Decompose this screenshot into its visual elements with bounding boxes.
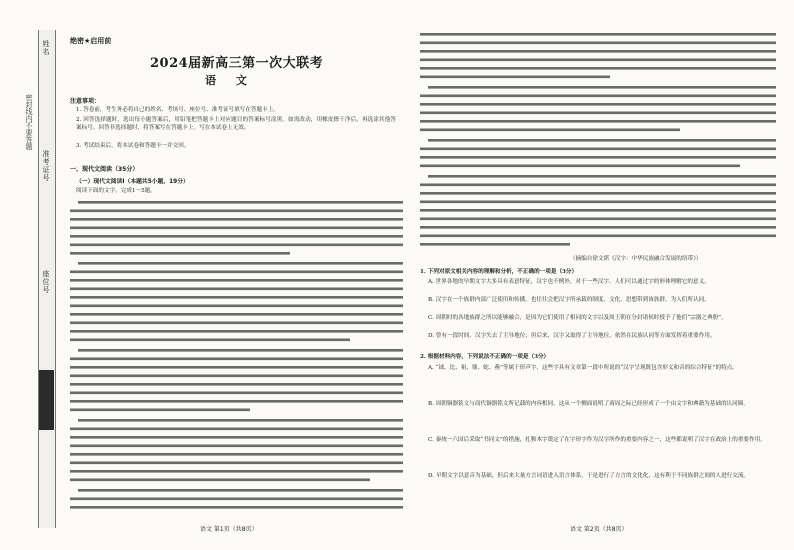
reading-text-block — [70, 198, 405, 516]
q2-option-b[interactable]: B. 周朝铜器铭文与商代铜器铭文所记载的内容相同，这从一个侧面说明了商周之际已经形成了一个由文字和典籍为基础的认同圈。 — [428, 401, 749, 407]
question-2: 2. 根据材料内容，下列说法不正确的一项是（3分） — [420, 354, 550, 360]
notice-2: 2. 回答选择题时，选出每小题答案后，用铅笔把答题卡上对应题目的答案标号涂黑。如需改动，用橡皮擦干净后，再选涂其他答案标号。回答非选择题时，将答案写在答题卡上。写在本试卷上无效。 — [76, 117, 396, 132]
binding-label-name: 姓名 — [42, 40, 50, 56]
q2-option-d[interactable]: D. 早期文字以意音为基础，但后来大量方言词语进入语言体系，于是进行了方言的文化化，这有利于不同族群之间的人进行交流。 — [428, 473, 750, 479]
binding-label-seat: 座位号 — [42, 270, 50, 294]
page-1-footer: 语文 第1页（共8页） — [200, 526, 258, 533]
exam-title: 2024届新高三第一次大联考 — [150, 56, 324, 71]
binding-side-note: 密封线内不要答题 — [25, 94, 33, 151]
q1-option-a[interactable]: A. 世界各地的早期文字大多具有表意特征，汉字也不例外，对于一些汉字，人们可以通过字的形体理解它的意义。 — [428, 279, 710, 285]
q2-option-a[interactable]: A. “钺、比、祖、鼎、蛇、燕”等属于形声字，这些字具有文章第一段中所说的“汉字呈现既包含形义和音的综合特征”的特点。 — [428, 365, 738, 371]
q1-option-d[interactable]: D. 曾有一段时间，汉字失去了主导地位；但后来，汉字又取得了主导地位，依然在民族认同等方面发挥着重要作用。 — [428, 333, 716, 339]
secret-mark: 绝密★启用前 — [70, 37, 112, 45]
binding-label-exam-id: 准考证号 — [42, 150, 50, 182]
binding-dark-band — [39, 370, 54, 430]
section-1-heading: 一、现代文阅读（35分） — [70, 166, 139, 173]
reading-text-continued — [420, 30, 778, 250]
subsection-1-heading: （一）现代文阅读Ⅰ（本题共5小题，19分） — [76, 179, 189, 185]
subject-title: 语 文 — [205, 74, 255, 87]
page-2-footer: 语文 第2页（共8页） — [570, 526, 628, 533]
q1-option-c[interactable]: C. 周朝时的各地族群之所以能够融合，是因为它们使用了相同的文字以及周王朝在分封诸侯时授予了他们“宗器之典册”。 — [428, 315, 727, 321]
page-1 — [60, 0, 410, 550]
question-1: 1. 下列对原文相关内容的理解和分析，不正确的一项是（3分） — [420, 269, 578, 275]
source-citation: （摘编自徐文堪《汉字：中华民族融合发展的纽带》） — [570, 256, 702, 262]
q1-option-b[interactable]: B. 汉字在一个族群内部广泛使用和传播，也往往会把汉字所承载的制度、文化、思想带到该族群，为人们所认同。 — [428, 297, 710, 303]
page-2 — [420, 0, 780, 550]
q2-option-c[interactable]: C. 秦统一六国后采取“书同文”的措施，扎鞍木字奠定了在字形字作为汉字所作的重要内容之一，这些都说明了汉字在政治上的重要作用。 — [428, 437, 766, 443]
reading-instruction: 阅读下面的文字，完成1～5题。 — [76, 188, 156, 194]
notice-title: 注意事项： — [70, 98, 101, 105]
notice-1: 1. 答卷前，考生务必将自己的姓名、考场号、座位号、准考证号填写在答题卡上。 — [76, 107, 279, 113]
notice-3: 3. 考试结束后，将本试卷和答题卡一并交回。 — [76, 143, 190, 149]
